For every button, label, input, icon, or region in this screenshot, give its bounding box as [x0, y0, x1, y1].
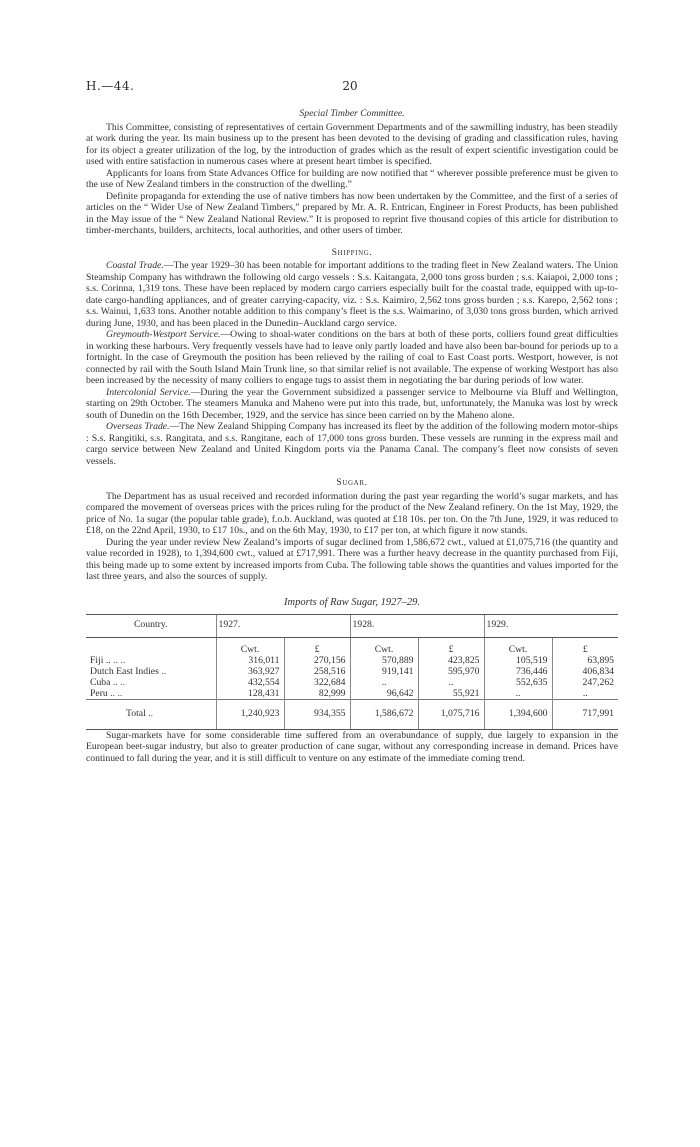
value-cell: 316,011: [216, 655, 284, 666]
intercolonial-text: —During the year the Government subsidized a passenger service to Melbourne via Bluff and Wellington, starting on 29th October. The steamers Manuka and Maheno were put into this trade, but, unfortunately, the Manuka was lost by wreck south of Dunedin on the 16th December, 1929, and the service has since been carried on by the Maheno alone.: [86, 386, 618, 421]
value-cell: ..: [350, 677, 418, 688]
table-row: [86, 655, 618, 666]
value-cell: 423,825: [418, 655, 484, 666]
value-cell: 322,684: [284, 677, 350, 688]
country-name: Peru: [90, 687, 108, 699]
timber-heading: Special Timber Committee.: [299, 108, 405, 119]
total-cell: 934,355: [284, 699, 350, 729]
leader-dots: ..: [161, 665, 167, 677]
overseas-lead: Overseas Trade.: [106, 421, 170, 432]
sugar-paragraph: The Department has as usual received and recorded information during the past year regarding the world’s sugar markets, and has compared the movement of overseas prices with the prices ruling for the product of the New Zealand refinery. On the 1st May, 1929, the price of No. 1a sugar (the popular table grade), f.o.b. Auckland, was quoted at £18 10s. per ton. On the 7th June, 1929, it was reduced to £18, on the 22nd April, 1930, to £17 10s., and on the 6th May, 1930, to £17 per ton, at which figure it now stands.: [86, 490, 618, 536]
units-row: [86, 637, 618, 655]
country-cell: [86, 655, 216, 666]
country-name: Cuba: [90, 676, 111, 688]
timber-paragraph: Definite propaganda for extending the use of native timbers has now been undertaken by the Committee, and the first of a series of articles on the “ Wider Use of New Zealand Timbers,” prepared by Mr. A. R. Entrican, Engineer in Forest Products, has been published in the May issue of the “ New Zealand National Review.” It is proposed to reprint five thousand copies of this article for distribution to timber-merchants, builders, architects, local authorities, and other users of timber.: [86, 190, 618, 236]
coastal-trade-paragraph: [86, 260, 618, 329]
sugar-markets-paragraph: Sugar-markets have for some considerable time suffered from an overabundance of supply, due largely to expansion in the European beet-sugar industry, but also to greater production of cane sugar, without any corresponding increase in demand. Prices have continued to fall during the year, and it is still difficult to venture on any estimate of the immediate coming trend.: [86, 729, 618, 764]
leader-dots: .. ..: [110, 687, 123, 699]
leader-dots: .. ..: [113, 654, 126, 666]
value-cell: 570,889: [350, 655, 418, 666]
unit-label: Cwt.: [216, 637, 284, 655]
coastal-trade-lead: Coastal Trade.: [106, 260, 164, 271]
total-cell: 1,240,923: [216, 699, 284, 729]
value-cell: 363,927: [216, 666, 284, 677]
unit-label: Cwt.: [484, 637, 552, 655]
timber-paragraph: Applicants for loans from State Advances Office for building are now notified that “ wherever possible preference must be given to the use of New Zealand timbers in the construction of the dwelling.”: [86, 167, 618, 190]
unit-label: Cwt.: [350, 637, 418, 655]
total-row: [86, 699, 618, 729]
value-cell: 258,516: [284, 666, 350, 677]
country-cell: [86, 688, 216, 700]
value-cell: 270,156: [284, 655, 350, 666]
shipping-heading: Shipping.: [331, 246, 373, 258]
value-cell: 406,834: [552, 666, 618, 677]
timber-paragraph: This Committee, consisting of representatives of certain Government Departments and of the sawmilling industry, has been steadily at work during the year. Its main business up to the present has been devoted to the devising of grading and classification rules, having for its object a greater utilization of the log, by the introduction of grades which as the result of expert scientific investigation could be used with entire satisfaction in numerous cases where at present heart timber is specified.: [86, 121, 618, 167]
value-cell: ..: [418, 677, 484, 688]
year-header: 1929.: [484, 615, 618, 638]
leader-dots: ..: [148, 707, 154, 719]
value-cell: 105,519: [484, 655, 552, 666]
table-row: [86, 666, 618, 677]
table-row: [86, 688, 618, 700]
country-cell: [86, 677, 216, 688]
total-label: Total: [126, 707, 146, 719]
total-cell: 1,394,600: [484, 699, 552, 729]
value-cell: 432,554: [216, 677, 284, 688]
value-cell: 919,141: [350, 666, 418, 677]
country-header: Country.: [86, 615, 216, 638]
greymouth-lead: Greymouth-Westport Service.: [106, 329, 221, 340]
overseas-paragraph: [86, 421, 618, 467]
value-cell: 128,431: [216, 688, 284, 700]
greymouth-paragraph: [86, 329, 618, 387]
value-cell: 595,970: [418, 666, 484, 677]
unit-label: £: [418, 637, 484, 655]
sugar-paragraph: During the year under review New Zealand’s imports of sugar declined from 1,586,672 cwt., valued at £1,075,716 (the quantity and value recorded in 1928), to 1,394,600 cwt., valued at £717,991. There was a further heavy decrease in the quantity purchased from Fiji, this being made up to some extent by increased imports from Cuba. The following table shows the quantities and values imported for the last three years, and also the sources of supply.: [86, 536, 618, 582]
country-name: Fiji ..: [90, 654, 111, 666]
intercolonial-lead: Intercolonial Service.: [106, 386, 191, 398]
coastal-trade-text: —The year 1929–30 has been notable for important additions to the trading fleet in New Zealand waters. The Union Steamship Company has withdrawn the following old cargo vessels : S.s. Kaitangata, 2,000 tons gross burden ; s.s. Kaiapoi, 2,000 tons ; s.s. Corinna, 1,319 tons. These have been replaced by modern cargo carriers especially built for the coastal trade, equipped with up-to-date cargo-handling appliances, and of greater carrying-capacity, viz. : S.s. Kaimiro, 2,562 tons gross burden ; s.s. Karepo, 2,562 tons ; s.s. Wainui, 1,633 tons. Another notable addition to this company’s fleet is the s.s. Waimarino, of 3,030 tons gross burden, which arrived during June, 1930, and has been placed in the Dunedin–Auckland cargo service.: [86, 260, 618, 329]
page-number: 20: [342, 79, 358, 93]
leader-dots: .. ..: [112, 676, 125, 688]
value-cell: ..: [484, 688, 552, 700]
total-cell: 1,586,672: [350, 699, 418, 729]
table-caption: Imports of Raw Sugar, 1927–29.: [284, 596, 420, 608]
greymouth-text: —Owing to shoal-water conditions on the bars at both of these ports, colliers found great difficulties in working these harbours. Very frequently vessels have had to leave only partly loaded and have also been bar-bound for periods up to a fortnight. In the case of Greymouth the position has been relieved by the railing of coal to East Coast ports. Westport, however, is not connected by rail with the South Island Main Trunk line, so that similar relief is not available. The expense of working Westport has also been increased by the necessity of many colliers to engage tugs to assist them in negotiating the bar during periods of low water.: [86, 329, 618, 386]
country-cell: [86, 666, 216, 677]
value-cell: ..: [552, 688, 618, 700]
year-header: 1927.: [216, 615, 350, 638]
sugar-heading: Sugar.: [336, 477, 368, 488]
unit-label: £: [284, 637, 350, 655]
value-cell: 736,446: [484, 666, 552, 677]
sugar-imports-table: [86, 614, 618, 730]
running-head: H.—44.: [86, 79, 135, 93]
total-label-cell: [86, 699, 216, 729]
value-cell: 96,642: [350, 688, 418, 700]
total-cell: 717,991: [552, 699, 618, 729]
table-header-row: [86, 615, 618, 638]
value-cell: 63,895: [552, 655, 618, 666]
unit-label: £: [552, 637, 618, 655]
country-name: Dutch East Indies: [90, 665, 159, 677]
year-header: 1928.: [350, 615, 484, 638]
value-cell: 55,921: [418, 688, 484, 700]
value-cell: 552,635: [484, 677, 552, 688]
total-cell: 1,075,716: [418, 699, 484, 729]
value-cell: 82,999: [284, 688, 350, 700]
overseas-text: —The New Zealand Shipping Company has increased its fleet by the addition of the following modern motor-ships : S.s. Rangitiki, s.s. Rangitata, and s.s. Rangitane, each of 17,000 tons gross burden. These vessels are running in the express mail and cargo service between New Zealand and United Kingdom ports via the Panama Canal. The company’s fleet now consists of seven vessels.: [86, 421, 618, 467]
value-cell: 247,262: [552, 677, 618, 688]
table-row: [86, 677, 618, 688]
intercolonial-paragraph: [86, 387, 618, 422]
body-text: [86, 108, 618, 764]
